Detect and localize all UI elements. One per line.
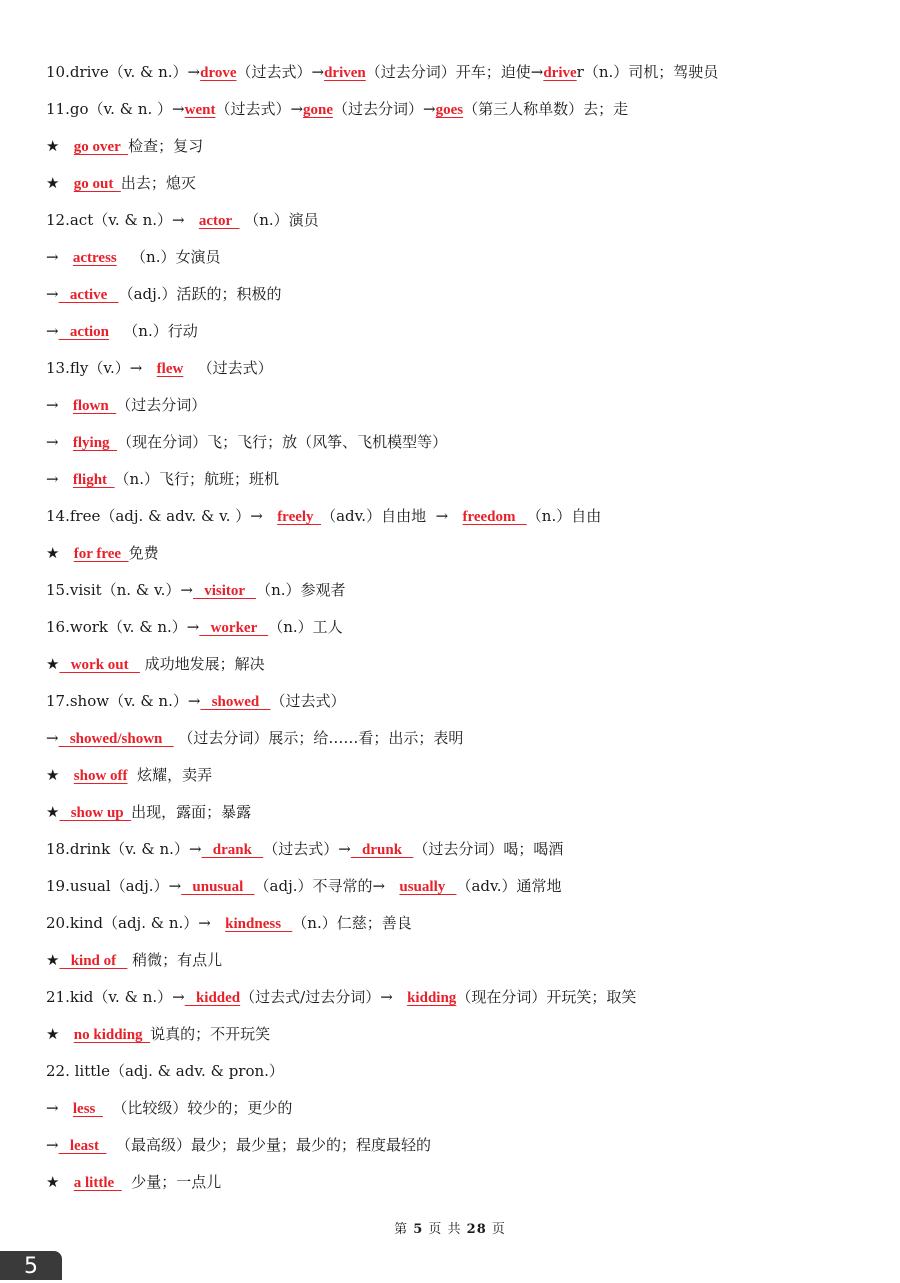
line-text: ★ [46, 766, 74, 784]
vocab-line-fly [46, 356, 880, 380]
line-text: （过去分词）展示；给……看；出示；表明 [173, 729, 464, 747]
answer-fill: unusual [181, 879, 255, 895]
answer-fill: flying [72, 435, 118, 451]
line-text: （n.）女演员 [116, 248, 221, 266]
vocab-line-drive [46, 60, 880, 84]
footer-prefix: 第 [394, 1222, 414, 1237]
answer-fill: no kidding [73, 1027, 151, 1043]
vocab-line-a-little [46, 1170, 880, 1194]
line-text: → [46, 322, 59, 340]
line-text: （adv.）自由地 → [321, 507, 463, 525]
line-text: （n.）自由 [526, 507, 602, 525]
answer-fill: gone [303, 102, 334, 118]
line-text: （过去式） [270, 692, 346, 710]
answer-fill: work out [59, 657, 140, 673]
vocab-line-show [46, 689, 880, 713]
line-text: 14.free（adj. & adv. & v. ）→ [46, 507, 278, 525]
vocab-line-no-kidding [46, 1022, 880, 1046]
line-text: 11.go（v. & n. ）→ [46, 100, 185, 118]
line-text: 18.drink（v. & n.）→ [46, 840, 202, 858]
vocab-line-actress [46, 245, 880, 269]
line-text: 出现，露面；暴露 [131, 803, 252, 821]
vocab-line-kid [46, 985, 880, 1009]
vocab-line-work-out [46, 652, 880, 676]
footer-total-pages: 28 [466, 1222, 487, 1237]
answer-fill: actor [198, 213, 240, 229]
answer-fill: goes [435, 102, 464, 118]
answer-fill: flew [156, 361, 184, 377]
vocab-line-least [46, 1133, 880, 1157]
line-text: 稍微；有点儿 [127, 951, 223, 969]
vocab-line-kind-of [46, 948, 880, 972]
vocab-line-show-off [46, 763, 880, 787]
answer-fill: showed [200, 694, 271, 710]
line-text: （比较级）较少的；更少的 [102, 1099, 293, 1117]
line-text: （过去式）→ [263, 840, 351, 858]
vocab-line-kind [46, 911, 880, 935]
answer-fill: action [58, 324, 109, 340]
line-text: （最高级）最少；最少量；最少的；程度最轻的 [106, 1136, 432, 1154]
vocab-line-action [46, 319, 880, 343]
line-text: 21.kid（v. & n.）→ [46, 988, 185, 1006]
line-text: 说真的；不开玩笑 [150, 1025, 271, 1043]
vocab-line-drink [46, 837, 880, 861]
line-text: ★ [46, 655, 60, 673]
answer-fill: go over [73, 139, 129, 155]
answer-fill: show off [73, 768, 128, 784]
answer-fill: usually [399, 879, 457, 895]
vocab-line-go-over [46, 134, 880, 158]
line-text: 17.show（v. & n.）→ [46, 692, 201, 710]
line-text: ★ [46, 137, 74, 155]
line-text: 检查；复习 [128, 137, 204, 155]
line-text: ★ [46, 174, 74, 192]
line-text: 炫耀，卖弄 [127, 766, 213, 784]
line-text: ★ [46, 544, 74, 562]
vocab-line-free [46, 504, 880, 528]
footer-suffix: 页 [486, 1222, 506, 1237]
answer-fill: worker [199, 620, 269, 636]
line-text: → [46, 1136, 59, 1154]
line-text: ★ [46, 1173, 74, 1191]
line-text: 成功地发展；解决 [139, 655, 265, 673]
answer-fill: less [72, 1101, 103, 1117]
line-text: （n.）行动 [109, 322, 198, 340]
footer-middle: 页 共 [423, 1222, 467, 1237]
line-text: （adv.）通常地 [456, 877, 562, 895]
answer-fill: for free [73, 546, 129, 562]
vocab-line-active [46, 282, 880, 306]
line-text: 15.visit（n. & v.）→ [46, 581, 193, 599]
answer-fill: flight [72, 472, 115, 488]
line-text: （第三人称单数）去；走 [463, 100, 629, 118]
answer-fill: showed/shown [58, 731, 174, 747]
vocab-line-usual [46, 874, 880, 898]
page-number-badge: 5 [0, 1251, 62, 1280]
line-text: r（n.）司机；驾驶员 [576, 63, 719, 81]
line-text: → [46, 1099, 73, 1117]
line-text: （过去式） [183, 359, 273, 377]
answer-fill: active [58, 287, 119, 303]
line-text: （adj.）活跃的；积极的 [118, 285, 282, 303]
answer-fill: drunk [350, 842, 414, 858]
line-text: 20.kind（adj. & n.）→ [46, 914, 226, 932]
answer-fill: freedom [462, 509, 527, 525]
line-text: 13.fly（v.）→ [46, 359, 157, 377]
line-text: 12.act（v. & n.）→ [46, 211, 199, 229]
line-text: 出去；熄灭 [120, 174, 196, 192]
line-text: （现在分词）飞；飞行；放（风筝、飞机模型等） [117, 433, 448, 451]
answer-fill: drove [200, 65, 237, 81]
answer-fill: kidding [407, 990, 457, 1006]
answer-fill: freely [277, 509, 322, 525]
line-text: → [46, 433, 73, 451]
vocab-line-less [46, 1096, 880, 1120]
answer-fill: drank [201, 842, 264, 858]
line-text: （过去分词） [116, 396, 207, 414]
page-footer [0, 1218, 900, 1237]
answer-fill: went [184, 102, 216, 118]
line-text: 少量；一点儿 [121, 1173, 222, 1191]
vocab-line-visit [46, 578, 880, 602]
line-text: 16.work（v. & n.）→ [46, 618, 200, 636]
line-text: → [46, 729, 59, 747]
line-text: → [46, 248, 73, 266]
vocab-line-flying [46, 430, 880, 454]
line-text: （adj.）不寻常的→ [254, 877, 400, 895]
line-text: （过去式）→ [236, 63, 325, 81]
line-text: → [46, 396, 73, 414]
line-text: （过去式/过去分词）→ [240, 988, 408, 1006]
line-text: 10.drive（v. & n.）→ [46, 63, 201, 81]
footer-page-number: 5 [413, 1222, 424, 1237]
line-text: （n.）工人 [268, 618, 343, 636]
vocab-line-for-free [46, 541, 880, 565]
line-text: （过去式）→ [215, 100, 304, 118]
line-text: （过去分词）→ [333, 100, 436, 118]
answer-fill: flown [72, 398, 117, 414]
vocab-line-act [46, 208, 880, 232]
answer-fill: visitor [193, 583, 257, 599]
line-text: ★ [46, 951, 60, 969]
line-text: （现在分词）开玩笑；取笑 [456, 988, 637, 1006]
answer-fill: driven [324, 65, 366, 81]
vocab-line-go [46, 97, 880, 121]
vocab-line-showed-shown [46, 726, 880, 750]
answer-fill: kidded [184, 990, 241, 1006]
answer-fill: go out [73, 176, 121, 192]
vocab-line-show-up [46, 800, 880, 824]
line-text: （n.）飞行；航班；班机 [114, 470, 279, 488]
line-text: 19.usual（adj.）→ [46, 877, 182, 895]
answer-fill: least [58, 1138, 107, 1154]
vocab-line-work [46, 615, 880, 639]
line-text: ★ [46, 1025, 74, 1043]
answer-fill: kind of [59, 953, 128, 969]
answer-fill: a little [73, 1175, 122, 1191]
line-text: 免费 [128, 544, 159, 562]
line-text: → [46, 470, 73, 488]
line-text: ★ [46, 803, 60, 821]
line-text: （过去分词）开车；迫使→ [365, 63, 544, 81]
answer-fill: drive [543, 65, 577, 81]
answer-fill: show up [59, 805, 132, 821]
answer-fill: kindness [225, 916, 293, 932]
vocab-line-little [46, 1059, 880, 1083]
vocab-line-go-out [46, 171, 880, 195]
line-text: （过去分词）喝；喝酒 [413, 840, 564, 858]
vocab-line-flown [46, 393, 880, 417]
line-text: （n.）参观者 [256, 581, 346, 599]
line-text: → [46, 285, 59, 303]
vocab-line-flight [46, 467, 880, 491]
line-text: 22. little（adj. & adv. & pron.） [46, 1062, 284, 1080]
line-text: （n.）仁慈；善良 [292, 914, 412, 932]
line-text: （n.）演员 [239, 211, 319, 229]
answer-fill: actress [72, 250, 117, 266]
